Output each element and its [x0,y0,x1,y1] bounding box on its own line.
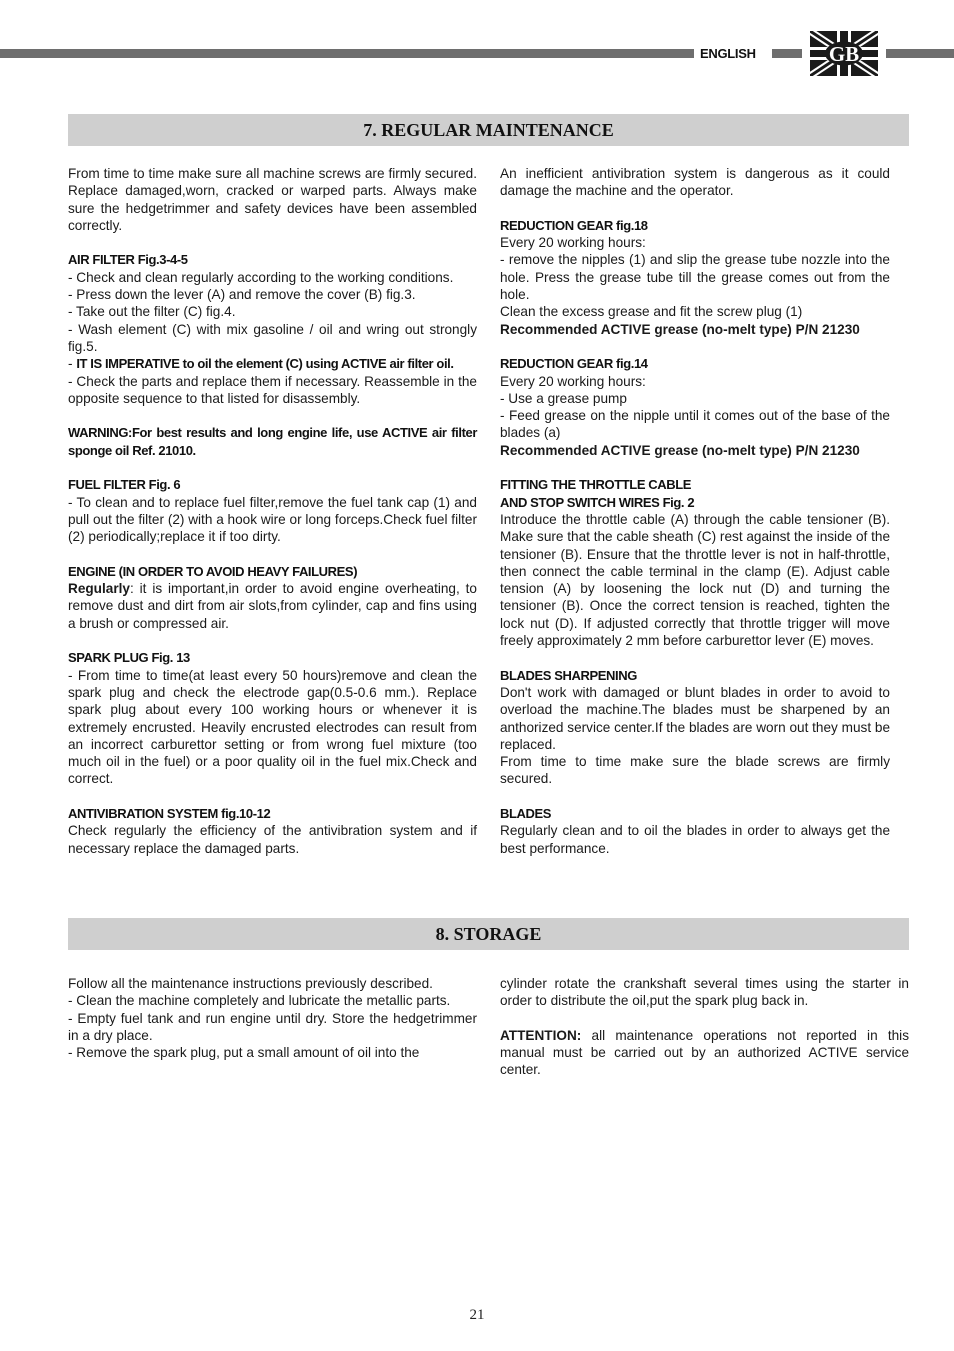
throttle-heading-2: AND STOP SWITCH WIRES Fig. 2 [500,494,695,510]
engine-heading: ENGINE (IN ORDER TO AVOID HEAVY FAILURES) [68,563,358,579]
fuel-filter-heading: FUEL FILTER Fig. 6 [68,477,181,493]
attention-label: ATTENTION: [500,1027,582,1043]
header-rule-mid [772,49,802,58]
language-label: ENGLISH [700,46,756,61]
sharpening-text: Don't work with damaged or blunt blades in order to avoid to overload the machine.The blades must be sharpened by an anthorized service center.If the blades are worn out they must be replaced. [500,684,890,752]
gear18-line: Clean the excess grease and fit the screw plug (1) [500,304,803,320]
air-filter-line: - Press down the lever (A) and remove the cover (B) fig.3. [68,287,416,303]
throttle-text: Introduce the throttle cable (A) through the cable tensioner (B). Make sure that the cable sheath (C) rest against the inside of the tensioner (B). Ensure that the throttle lever is not in half-throttle, then connect the cable terminal in the clamp (E). Adjust cable tension (A) by loosening the lock nut (D) and turning the tensioner (B). Once the correct tension is reached, tighten the lock nut (D). If adjusted correctly that throttle trigger will move freely approximately 2 mm before carburettor lever (E) moves. [500,511,890,649]
gb-flag-icon [810,31,878,76]
gear18-line: Every 20 working hours: [500,235,646,251]
air-filter-line: - Check the parts and replace them if necessary. Reassemble in the opposite sequence to that listed for disassembly. [68,373,477,406]
header-rule-left [0,49,694,58]
air-filter-imperative-bold: IT IS IMPERATIVE to oil the element (C) using ACTIVE air filter oil. [76,356,454,372]
air-filter-line: - Wash element (C) with mix gasoline / oil and wring out strongly fig.5. [68,321,477,354]
storage-right-column [500,975,909,1079]
attention-text: ATTENTION: all maintenance operations not reported in this manual must be carried out by an authorized ACTIVE service center. [500,1027,909,1078]
gear14-heading: REDUCTION GEAR fig.14 [500,356,648,372]
spark-plug-heading: SPARK PLUG Fig. 13 [68,650,190,666]
maintenance-left-column [68,165,477,857]
blades-heading: BLADES [500,805,552,821]
storage-line: - Empty fuel tank and run engine until dry. Store the hedgetrimmer in a dry place. [68,1010,477,1043]
air-filter-imperative: - IT IS IMPERATIVE to oil the element (C) using ACTIVE air filter oil. [68,356,454,372]
air-filter-line: - Check and clean regularly according to the working conditions. [68,269,454,285]
gear18-heading: REDUCTION GEAR fig.18 [500,217,648,233]
fuel-filter-text: - To clean and to replace fuel filter,remove the fuel tank cap (1) and pull out the filter (2) with a hook wire or long forceps.Check fuel filter (2) periodically;replace it if too dirty. [68,494,477,545]
gear14-line: - Feed grease on the nipple until it comes out of the base of the blades (a) [500,408,890,441]
gear18-line: - remove the nipples (1) and slip the grease tube nozzle into the hole. Press the grease tube till the grease comes out from the hole. [500,252,890,303]
antivibration-heading: ANTIVIBRATION SYSTEM fig.10-12 [68,805,271,821]
section-title-storage: 8. STORAGE [68,918,909,950]
gear14-line: Every 20 working hours: [500,373,646,389]
sharpening-heading: BLADES SHARPENING [500,667,637,683]
storage-left-column [68,975,477,1061]
air-filter-line: - Take out the filter (C) fig.4. [68,304,236,320]
storage-continued: cylinder rotate the crankshaft several times using the starter in order to distribute the oil,put the spark plug back in. [500,976,909,1009]
engine-text: Regularly: it is important,in order to avoid engine overheating, to remove dust and dirt from air slots,from cylinder, cap and fins using a brush or compressed air. [68,581,477,631]
maintenance-right-column [500,165,890,857]
antivibration-warning: An inefficient antivibration system is dangerous as it could damage the machine and the operator. [500,166,890,199]
gear18-grease: Recommended ACTIVE grease (no-melt type) P/N 21230 [500,321,860,337]
maintenance-intro: From time to time make sure all machine screws are firmly secured. Replace damaged,worn, cracked or warped parts. Always make sure the hedgetrimmer and safety devices have been assembled correctly. [68,166,477,233]
spark-plug-text: - From time to time(at least every 50 hours)remove and clean the spark plug and check the electrode gap(0.5-0.6 mm.). Replace spark plug about every 100 working hours or whenever it is extremely encrusted. Heavily encrusted electrodes can result from an incorrect carburettor setting or from wrong fuel mixture (too much oil in the fuel) or a poor quality oil in the fuel mix.Check and correct. [68,667,477,787]
section-title-regular-maintenance: 7. REGULAR MAINTENANCE [68,114,909,146]
storage-line: Follow all the maintenance instructions previously described. [68,976,433,991]
flag-label: GB [828,42,860,66]
warning-text: WARNING:For best results and long engine life, use ACTIVE air filter sponge oil Ref. 21010. [68,425,477,458]
air-filter-heading: AIR FILTER Fig.3-4-5 [68,252,188,268]
engine-bold-lead: Regularly [68,581,130,597]
antivibration-text: Check regularly the efficiency of the antivibration system and if necessary replace the damaged parts. [68,823,477,856]
throttle-heading: FITTING THE THROTTLE CABLE [500,477,692,493]
gear14-line: - Use a grease pump [500,390,627,406]
storage-line: - Clean the machine completely and lubricate the metallic parts. [68,993,451,1009]
page-number: 21 [469,1307,485,1323]
storage-line: - Remove the spark plug, put a small amount of oil into the [68,1045,420,1061]
blades-text: Regularly clean and to oil the blades in order to always get the best performance. [500,823,890,856]
sharpening-text-2: From time to time make sure the blade screws are firmly secured. [500,754,890,787]
gear14-grease: Recommended ACTIVE grease (no-melt type) P/N 21230 [500,442,860,458]
header-rule-right [886,49,954,58]
